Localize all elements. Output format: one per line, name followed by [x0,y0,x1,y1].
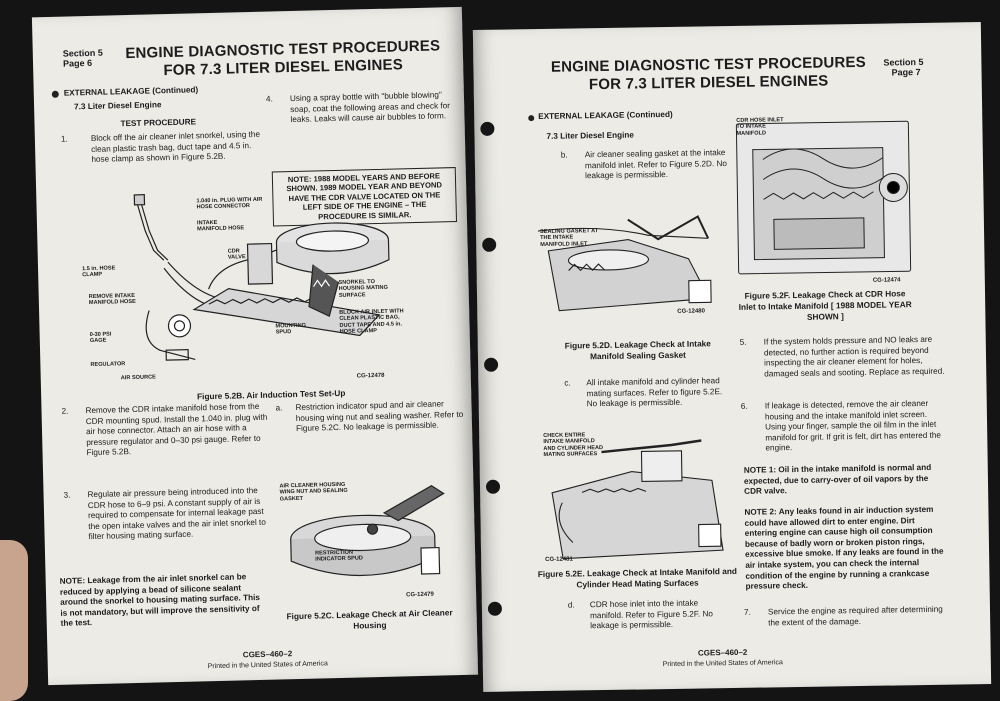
figure-label: BLOCK AIR INLET WITH CLEAN PLASTIC BAG, DUCT TAPE AND 4.5 in. HOSE CLAMP [339,308,404,336]
note-bottom: NOTE: Leakage from the air inlet snorkel can be reduced by applying a bead of silicone sealant around the snorkel to housing mating surface. This is not mandatory, but will improve the sensitivity of the test. [59,572,260,629]
binder-hole [486,480,500,494]
page-title-line2: FOR 7.3 LITER DIESEL ENGINES [163,56,404,80]
figure-caption: Figure 5.2D. Leakage Check at Intake Manifold Sealing Gasket [564,338,711,362]
step-number: 7. [743,607,751,617]
figure-label: AIR CLEANER HOUSING WING NUT AND SEALING GASKET [279,481,348,503]
figure-label: 0-30 PSI GAGE [89,331,112,345]
page-label: Page 6 [62,57,93,69]
figure-label: REMOVE INTAKE MANIFOLD HOSE [88,292,136,307]
figure-5-2f [732,117,914,280]
figure-caption: Figure 5.2E. Leakage Check at Intake Manifold and Cylinder Head Mating Surfaces [537,565,738,590]
figure-label: 1.5 in. HOSE CLAMP [81,265,116,279]
step-text: Restriction indicator spud and air cleaner housing wing nut and sealing washer. Refer to Figure 5.2C. No leakage is permissible. [295,399,464,434]
subheading: EXTERNAL LEAKAGE (Continued) [63,85,199,98]
figure-code: CG-12474 [872,277,901,284]
step-number: 5. [739,337,747,347]
step-number: 6. [740,401,748,411]
subheading: EXTERNAL LEAKAGE (Continued) [538,109,673,122]
step-number: c. [564,378,571,388]
binder-hole [480,122,494,136]
step-number: 1. [60,134,68,144]
figure-caption: Figure 5.2B. Air Induction Test Set-Up [196,387,346,402]
step-text: All intake manifold and cylinder head mating surfaces. Refer to figure 5.2E. No leakage is permissible. [586,376,723,409]
right-page [473,22,991,692]
figure-code: CG-12478 [356,372,385,380]
binder-hole [484,358,498,372]
footer-code: CGES–460–2 [242,649,293,660]
step-text: Regulate air pressure being introduced into the CDR hose to 6–9 psi. A constant supply of air is required to compensate for internal leakage past the open intake valves and the air inlet snorkel to filter housing mating surface. [87,485,266,542]
step-text: If the system holds pressure and NO leaks are detected, no further action is required beyond inspecting the air cleaner element for holes, damaged seals and sooting. Replace as required. [763,334,945,379]
step-text: CDR hose inlet into the intake manifold. Refer to Figure 5.2F. No leakage is permissible. [589,598,713,631]
figure-label: CHECK ENTIRE INTAKE MANIFOLD AND CYLINDER HEAD MATING SURFACES [543,432,604,459]
figure-label: RESTRICTION INDICATOR SPUD [315,549,363,563]
step-text: Service the engine as required after determining the extent of the damage. [767,604,943,628]
figure-code: CG-12481 [545,556,573,563]
figure-caption: Figure 5.2C. Leakage Check at Air Cleaner Housing [286,607,453,631]
step-number: d. [567,600,575,610]
page-label: Page 7 [891,67,921,78]
figure-label: INTAKE MANIFOLD HOSE [196,219,245,233]
figure-label: CDR VALVE [227,248,246,262]
engine-heading: 7.3 Liter Diesel Engine [73,100,162,112]
page-title-line2: FOR 7.3 LITER DIESEL ENGINES [588,72,829,94]
step-number: a. [275,403,283,413]
step-number: 3. [63,490,71,500]
step-text: If leakage is detected, remove the air cleaner housing and the intake manifold inlet screen. Using your finger, sample the oil film in the inlet manifold for grit. If grit is felt, dirt has entered the engine. [764,398,941,453]
section-label: Section 5 [62,47,103,59]
figure-label: 1.040 in. PLUG WITH AIR HOSE CONNECTOR [196,196,263,211]
note-box: NOTE: 1988 MODEL YEARS AND BEFORE SHOWN. 1989 MODEL YEAR AND BEYOND HAVE THE CDR VALVE LOCATED ON THE LEFT SIDE OF THE ENGINE – THE PROCEDURE IS SIMILAR. [272,167,457,227]
bullet-icon [528,115,534,121]
footer-code: CGES–460–2 [697,647,748,658]
left-page [32,7,478,685]
step-text: Remove the CDR intake manifold hose from the CDR mounting spud. Install the 1.040 in. plug with air hose connector. Attach an air hose with a pressure regulator and 0–30 psi gauge. Refer to Figure 5.2B. [85,401,268,458]
step-text: Block off the air cleaner inlet snorkel, using the clean plastic trash bag, duct tape and 4.5 in. hose clamp as shown in Figure 5.2B. [90,129,261,165]
page-title-line1: ENGINE DIAGNOSTIC TEST PROCEDURES [125,37,441,63]
section-label: Section 5 [883,56,924,68]
footer-printed: Printed in the United States of America [662,659,783,669]
figure-label: SNORKEL TO HOUSING MATING SURFACE [338,279,389,299]
footer-printed: Printed in the United States of America [207,660,328,671]
figure-5-2d [538,198,728,319]
binder-hole [488,602,502,616]
test-procedure-heading: TEST PROCEDURE [120,117,197,129]
step-number: b. [560,150,568,160]
figure-code: CG-12479 [406,591,434,599]
figure-label: MOUNTING SPUD [275,322,307,336]
figure-label: SEALING GASKET AT THE INTAKE MANIFOLD INLET [539,228,599,248]
figure-label: AIR SOURCE [120,374,156,382]
figure-code: CG-12480 [677,308,706,315]
bullet-icon [52,91,59,98]
figure-caption: Figure 5.2F. Leakage Check at CDR Hose Inlet to Intake Manifold [ 1988 MODEL YEAR SHOWN ] [738,288,912,322]
page-title-line1: ENGINE DIAGNOSTIC TEST PROCEDURES [550,53,867,76]
thumb [0,540,28,701]
step-number: 4. [265,94,273,104]
figure-label: REGULATOR [90,361,126,369]
step-text: Using a spray bottle with "bubble blowing" soap, coat the following areas and check for leaks. Leaks will cause air bubbles to form. [289,90,451,125]
engine-heading: 7.3 Liter Diesel Engine [546,130,634,141]
note-2: NOTE 2: Any leaks found in air induction system could have allowed dirt to enter engine. Dirt entering engine can cause high oil consumption because of badly worn or broken piston rings, excessive blue smoke. If any leaks are found in the air intake system, you can check the internal condition of the engine by running a crankcase pressure check. [744,504,944,591]
figure-label: CDR HOSE INLET TO INTAKE MANIFOLD [736,117,784,137]
step-number: 2. [61,406,69,416]
step-text: Air cleaner sealing gasket at the intake manifold inlet. Refer to Figure 5.2D. No leakage is permissible. [584,148,728,181]
note-1: NOTE 1: Oil in the intake manifold is normal and expected, due to carry-over of oil vapors by the CDR valve. [743,462,932,497]
binder-hole [482,238,496,252]
